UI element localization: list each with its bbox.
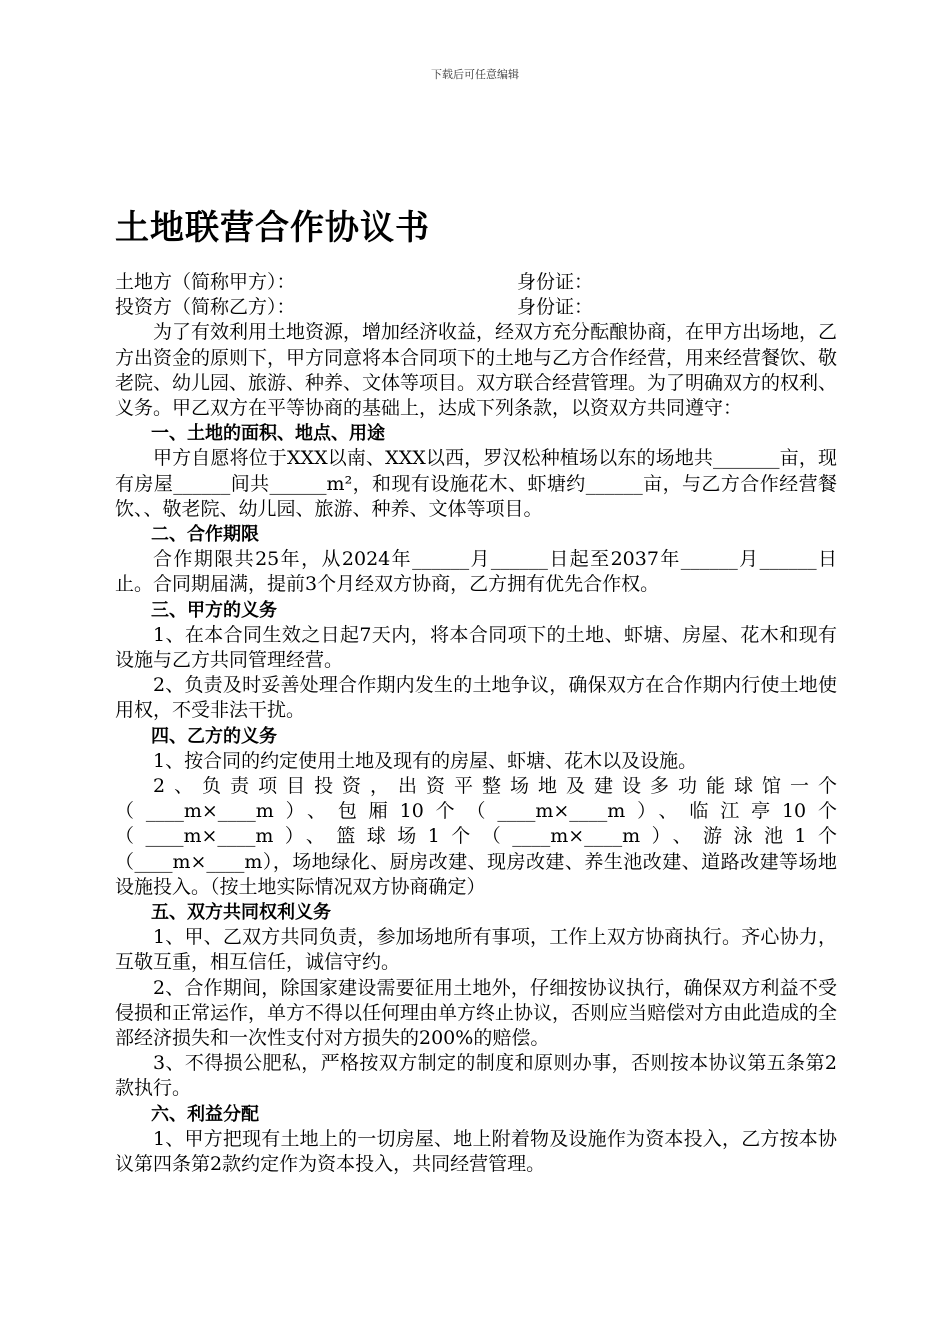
section-1-heading: 一、土地的面积、地点、用途	[151, 423, 385, 445]
section-4-clause-2-line-2: （____m×____m）、包厢10个（____m×____m）、临江亭10个	[115, 800, 837, 823]
section-4-clause-2-line-1: 2、负责项目投资，出资平整场地及建设多功能球馆一个	[153, 775, 837, 798]
page-header-note: 下载后可任意编辑	[431, 68, 519, 81]
party-b-row	[115, 295, 837, 320]
section-6-heading: 六、利益分配	[151, 1103, 259, 1125]
section-2-paragraph: 合作期限共25年，从2024年______月______日起至2037年______月______日止。合同期届满，提前3个月经双方协商，乙方拥有优先合作权。	[115, 548, 837, 596]
document-body	[115, 270, 837, 1177]
section-5-clause-1: 1、甲、乙双方共同负责，参加场地所有事项，工作上双方协商执行。齐心协力，互敬互重，相互信任，诚信守约。	[115, 926, 837, 974]
section-3-clause-2: 2、负责及时妥善处理合作期内发生的土地争议，确保双方在合作期内行使土地使用权，不受非法干扰。	[115, 674, 837, 722]
section-4-clause-1: 1、按合同的约定使用土地及现有的房屋、虾塘、花木以及设施。	[153, 749, 698, 772]
section-5-heading: 五、双方共同权利义务	[151, 902, 331, 924]
section-4-clause-2-line-3: （____m×____m）、篮球场1个（____m×____m）、游泳池1个	[115, 825, 837, 848]
party-a-id-label: 身份证：	[517, 271, 594, 293]
intro-paragraph: 为了有效利用土地资源，增加经济收益，经双方充分酝酿协商，在甲方出场地，乙方出资金的原则下，甲方同意将本合同项下的土地与乙方合作经营，用来经营餐饮、敬老院、幼儿园、旅游、种养、文体等项目。双方联合经营管理。为了明确双方的权利、义务。甲乙双方在平等协商的基础上，达成下列条款，以资双方共同遵守：	[115, 321, 838, 419]
party-a-row	[115, 270, 837, 295]
party-b-label: 投资方（简称乙方）：	[115, 296, 296, 319]
party-b-id-label: 身份证：	[517, 296, 594, 319]
section-5-clause-3: 3、不得损公肥私，严格按双方制定的制度和原则办事，否则按本协议第五条第2款执行。	[115, 1052, 837, 1100]
section-6-clause-1: 1、甲方把现有土地上的一切房屋、地上附着物及设施作为资本投入，乙方按本协议第四条第2款约定作为资本投入，共同经营管理。	[115, 1127, 837, 1176]
section-1-paragraph: 甲方自愿将位于XXX以南、XXX以西，罗汉松种植场以东的场地共_______亩，现有房屋______间共______m²，和现有设施花木、虾塘约______亩，与乙方合作经营餐饮、、敬老院、幼儿园、旅游、种养、文体等项目。	[115, 447, 837, 520]
section-4-clause-2-rest: （____m×____m），场地绿化、厨房改建、现房改建、养生池改建、道路改建等场地设施投入。（按土地实际情况双方协商确定）	[115, 850, 837, 898]
section-5-clause-2: 2、合作期间，除国家建设需要征用土地外，仔细按协议执行，确保双方利益不受侵损和正常运作，单方不得以任何理由单方终止协议，否则应当赔偿对方由此造成的全部经济损失和一次性支付对方损失的200%的赔偿。	[115, 976, 838, 1050]
section-3-heading: 三、甲方的义务	[151, 599, 277, 621]
document-title: 土地联营合作协议书	[115, 208, 430, 248]
section-3-clause-1: 1、在本合同生效之日起7天内，将本合同项下的土地、虾塘、房屋、花木和现有设施与乙方共同管理经营。	[115, 623, 837, 672]
section-4-heading: 四、乙方的义务	[151, 725, 277, 747]
section-2-heading: 二、合作期限	[151, 524, 259, 545]
party-a-label: 土地方（简称甲方）：	[115, 271, 296, 293]
